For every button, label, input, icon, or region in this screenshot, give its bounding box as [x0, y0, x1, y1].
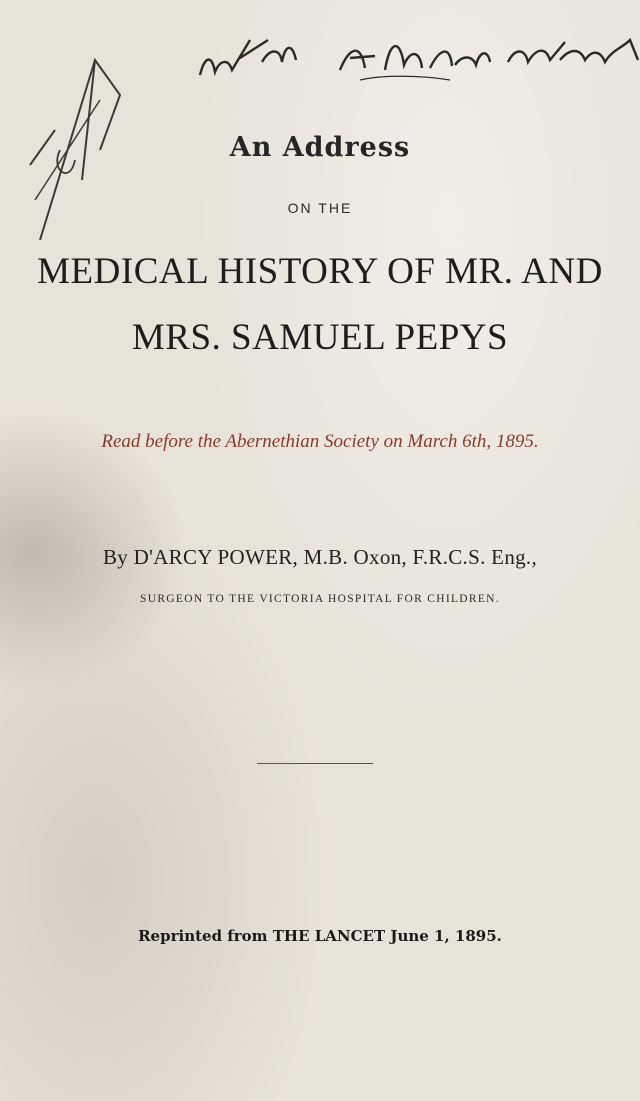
title-line-2: MRS. SAMUEL PEPYS: [131, 317, 509, 358]
author-line: [0, 545, 640, 570]
author-degree: M.B. Oxon,: [303, 545, 407, 569]
author-position: SURGEON TO THE VICTORIA HOSPITAL FOR CHILDREN.: [140, 593, 500, 605]
divider-rule: [257, 763, 373, 764]
title-line-1: MEDICAL HISTORY OF MR. AND: [37, 251, 603, 292]
reprint-notice: Reprinted from THE LANCET June 1, 1895.: [138, 927, 502, 945]
author-by: By: [102, 545, 129, 569]
author-fellowship: F.R.C.S. Eng.,: [412, 545, 538, 569]
author-name: D'ARCY POWER,: [133, 545, 299, 569]
on-the-label: ON THE: [287, 200, 353, 216]
gothic-heading: An Address: [229, 132, 411, 163]
read-before-subtitle: Read before the Abernethian Society on March 6th, 1895.: [101, 431, 539, 452]
